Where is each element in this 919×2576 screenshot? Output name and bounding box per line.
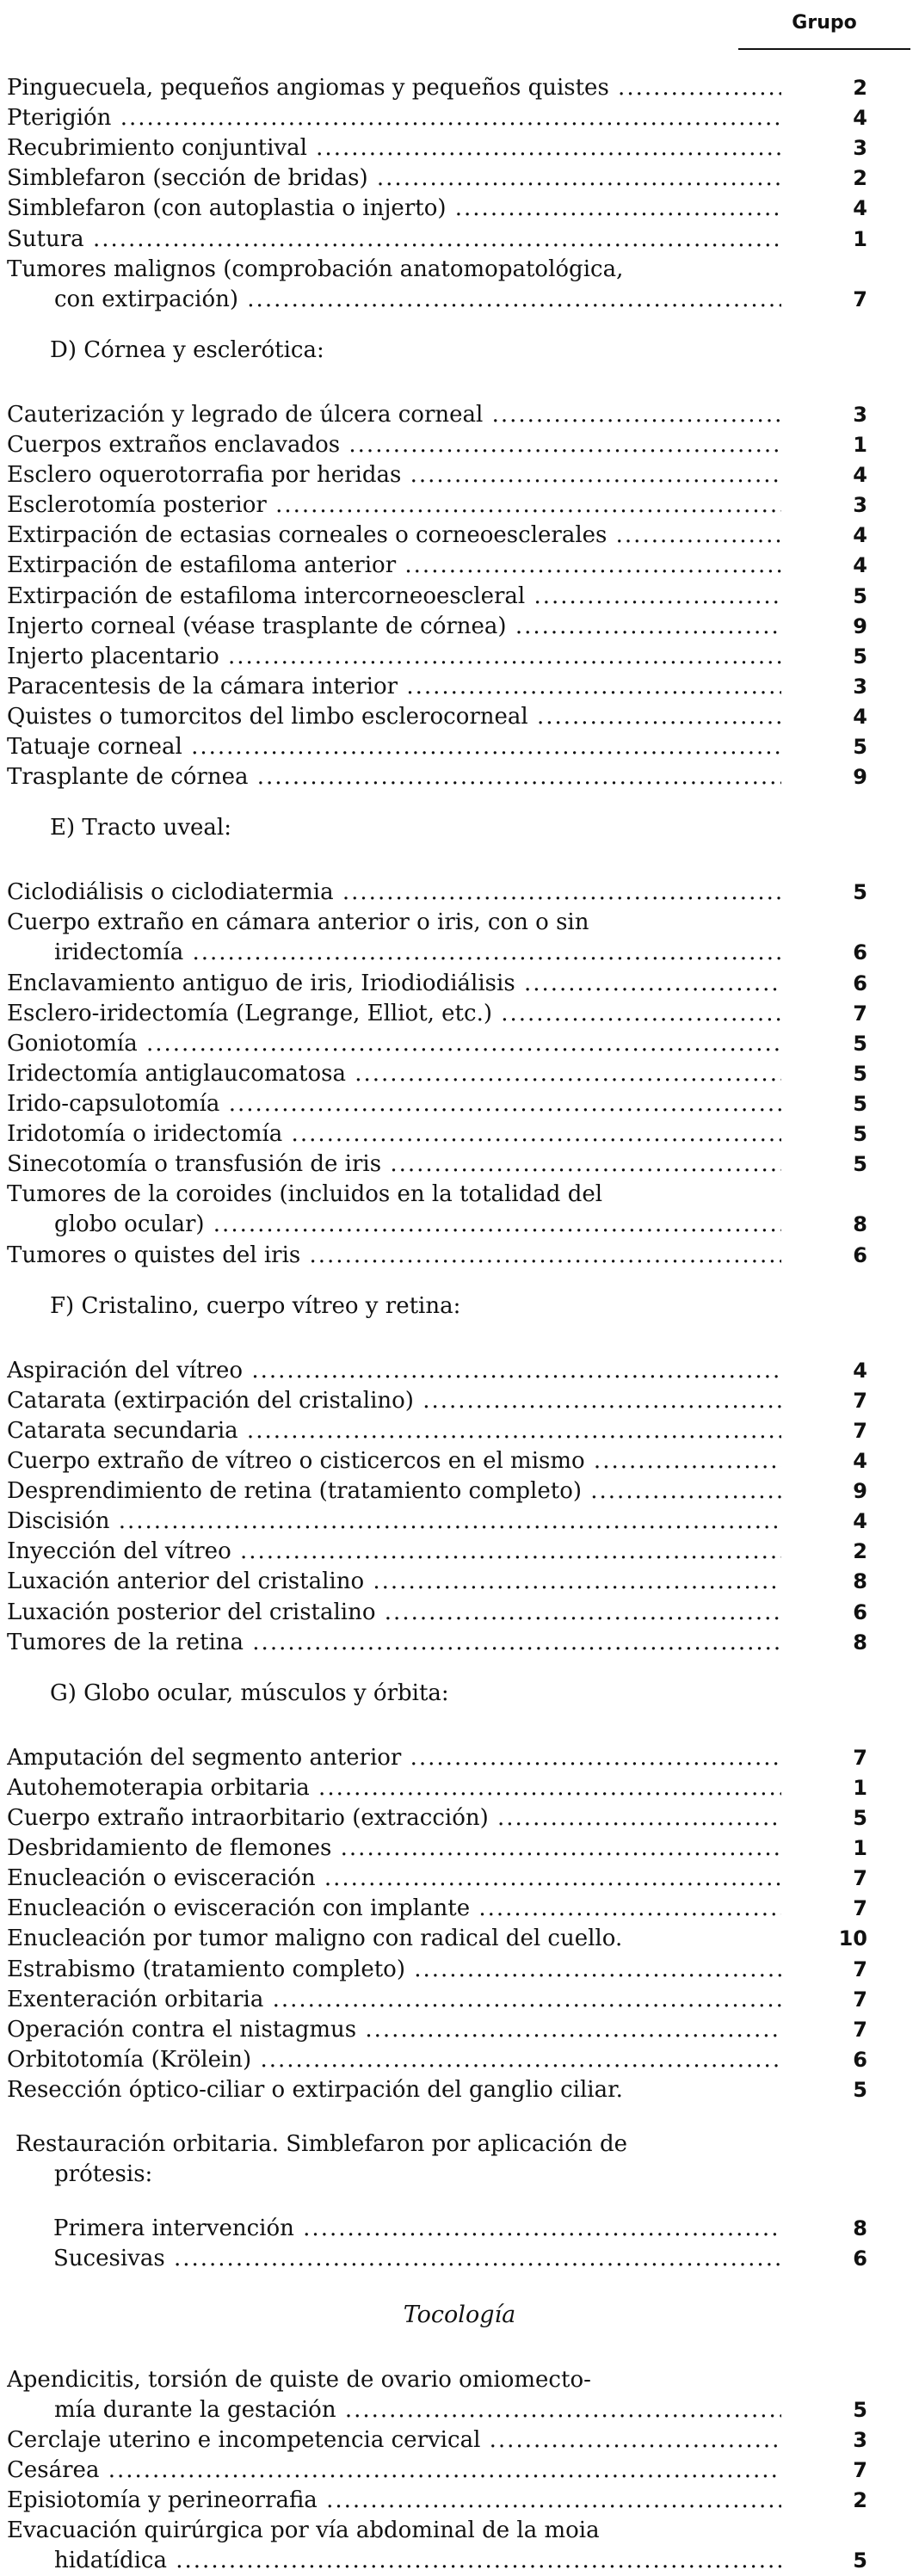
procedure-name-line: Paracentesis de la cámara interior ..... xyxy=(7,672,781,702)
procedure-name-line: Exenteración orbitaria ..... xyxy=(7,1985,781,2015)
procedure-name-line: Cuerpos extraños enclavados ..... xyxy=(7,430,781,460)
procedure-name-line: Recubrimiento conjuntival ..... xyxy=(7,133,781,163)
group-number: 2 xyxy=(853,166,867,191)
procedure-entry xyxy=(0,1864,919,1894)
group-number: 7 xyxy=(853,1001,867,1026)
group-number: 8 xyxy=(853,2216,867,2241)
procedure-name xyxy=(7,521,781,551)
group-number: 2 xyxy=(853,76,867,100)
procedure-name xyxy=(7,702,781,732)
procedure-name-line: Esclero oquerotorrafia por heridas ..... xyxy=(7,460,781,490)
procedure-name-line: Extirpación de estafiloma intercorneoescleral ..... xyxy=(7,582,781,612)
procedure-name-line: Inyección del vítreo ..... xyxy=(7,1537,781,1567)
procedure-name xyxy=(7,612,781,642)
procedure-entry xyxy=(0,672,919,702)
procedure-name xyxy=(7,1149,781,1180)
procedure-entry xyxy=(0,1894,919,1924)
procedure-name xyxy=(7,1180,781,1240)
procedure-entry xyxy=(0,1537,919,1567)
procedure-name xyxy=(53,2214,781,2244)
procedure-name-line: Enucleación por tumor maligno con radical del cuello. xyxy=(7,1926,623,1952)
group-number: 6 xyxy=(853,1599,867,1624)
group-number: 1 xyxy=(853,1775,867,1800)
procedure-entry xyxy=(0,490,919,521)
procedure-name xyxy=(7,430,781,460)
procedure-name xyxy=(7,878,781,908)
procedure-name-line: Irido-capsulotomía ..... xyxy=(7,1089,781,1119)
procedure-name-line: Injerto placentario ..... xyxy=(7,642,781,672)
procedure-name xyxy=(7,1059,781,1089)
procedure-name-line: Primera intervención ..... xyxy=(53,2214,781,2244)
procedure-name xyxy=(7,1089,781,1119)
section-title: G) Globo ocular, músculos y órbita: xyxy=(50,1679,449,1706)
procedure-entry xyxy=(0,103,919,133)
procedure-name xyxy=(7,1833,781,1864)
procedure-name xyxy=(7,1446,781,1476)
procedure-name xyxy=(7,2425,781,2456)
procedure-entry xyxy=(0,1803,919,1833)
procedure-entry xyxy=(0,1386,919,1416)
group-number: 4 xyxy=(853,704,867,729)
procedure-entry xyxy=(0,1567,919,1597)
procedure-name-line: Cuerpo extraño intraorbitario (extracción) ..... xyxy=(7,1803,781,1833)
group-number: 3 xyxy=(853,674,867,699)
procedure-entry xyxy=(0,2214,919,2244)
procedure-name-line: Iridectomía antiglaucomatosa ..... xyxy=(7,1059,781,1089)
procedure-name xyxy=(7,762,781,792)
procedure-entry xyxy=(0,1507,919,1537)
procedure-name-line: Ciclodiálisis o ciclodiatermia ..... xyxy=(7,878,781,908)
group-number: 4 xyxy=(853,196,867,221)
group-number: 6 xyxy=(853,2246,867,2271)
procedure-entry xyxy=(0,73,919,103)
procedure-name-line: Catarata secundaria ..... xyxy=(7,1416,781,1446)
procedure-entry xyxy=(0,225,919,255)
procedure-name xyxy=(7,1507,781,1537)
procedure-name xyxy=(7,73,781,103)
procedure-entry xyxy=(0,163,919,194)
procedure-name xyxy=(7,2456,781,2486)
group-number: 7 xyxy=(853,1388,867,1413)
group-number: 4 xyxy=(853,1449,867,1473)
procedure-name-line: hidatídica ..... xyxy=(7,2546,781,2576)
section-title: E) Tracto uveal: xyxy=(50,815,231,841)
procedure-name xyxy=(7,1628,781,1658)
group-number: 5 xyxy=(853,644,867,669)
paragraph-line: prótesis: xyxy=(54,2161,153,2187)
procedure-name-line: Extirpación de estafiloma anterior ..... xyxy=(7,551,781,581)
procedure-name-line: Apendicitis, torsión de quiste de ovario omiomecto- xyxy=(7,2366,591,2393)
group-number: 9 xyxy=(853,765,867,790)
group-number: 8 xyxy=(853,1630,867,1655)
group-number: 3 xyxy=(853,493,867,518)
procedure-entry xyxy=(0,732,919,762)
procedure-name xyxy=(7,672,781,702)
procedure-name-line: Sucesivas ..... xyxy=(53,2244,781,2274)
group-number: 5 xyxy=(853,735,867,759)
group-number: 5 xyxy=(853,1031,867,1056)
procedure-name-line: Tumores o quistes del iris ..... xyxy=(7,1241,781,1271)
procedure-name-line: mía durante la gestación ..... xyxy=(7,2395,781,2425)
procedure-name-line: Aspiración del vítreo ..... xyxy=(7,1356,781,1386)
procedure-name-line: Injerto corneal (véase trasplante de córnea) ..... xyxy=(7,612,781,642)
procedure-name xyxy=(7,490,781,521)
procedure-name-line: Resección óptico-ciliar o extirpación del ganglio ciliar. xyxy=(7,2076,623,2103)
procedure-name xyxy=(7,163,781,194)
group-number: 2 xyxy=(853,1539,867,1564)
procedure-name xyxy=(7,908,781,968)
group-number: 6 xyxy=(853,940,867,965)
procedure-name-line: Tatuaje corneal ..... xyxy=(7,732,781,762)
group-number: 6 xyxy=(853,1242,867,1267)
procedure-entry xyxy=(0,1089,919,1119)
procedure-name xyxy=(7,1894,781,1924)
procedure-name xyxy=(7,133,781,163)
group-number: 9 xyxy=(853,1479,867,1504)
procedure-name xyxy=(7,460,781,490)
procedure-name xyxy=(7,103,781,133)
procedure-name xyxy=(7,1924,781,1954)
procedure-entry xyxy=(0,1416,919,1446)
procedure-name xyxy=(7,1416,781,1446)
procedure-entry xyxy=(0,908,919,968)
procedure-name xyxy=(7,225,781,255)
procedure-name xyxy=(7,1476,781,1507)
procedure-name-line: Operación contra el nistagmus ..... xyxy=(7,2015,781,2045)
procedure-name-line: Cauterización y legrado de úlcera corneal ..... xyxy=(7,400,781,430)
procedure-entry xyxy=(0,1029,919,1059)
procedure-entry xyxy=(0,430,919,460)
group-number: 8 xyxy=(853,1212,867,1237)
procedure-name xyxy=(7,1598,781,1628)
procedure-name xyxy=(7,969,781,999)
procedure-name-line: Discisión ..... xyxy=(7,1507,781,1537)
procedure-name-line: Cesárea ..... xyxy=(7,2456,781,2486)
procedure-name xyxy=(7,999,781,1029)
group-number: 4 xyxy=(853,523,867,548)
procedure-name-line: Trasplante de córnea ..... xyxy=(7,762,781,792)
procedure-entry xyxy=(0,1476,919,1507)
procedure-name xyxy=(7,1119,781,1149)
procedure-name-line: Simblefaron (sección de bridas) ..... xyxy=(7,163,781,194)
procedure-entry xyxy=(0,2456,919,2486)
procedure-entry xyxy=(0,999,919,1029)
group-number: 4 xyxy=(853,463,867,488)
procedure-entry xyxy=(0,2486,919,2516)
procedure-entry xyxy=(0,2244,919,2274)
paragraph-line: Restauración orbitaria. Simblefaron por aplicación de xyxy=(15,2131,627,2157)
group-number: 9 xyxy=(853,613,867,638)
procedure-entry xyxy=(0,1598,919,1628)
procedure-name xyxy=(7,1985,781,2015)
procedure-name xyxy=(53,2244,781,2274)
procedure-name-line: Pinguecuela, pequeños angiomas y pequeños quistes ..... xyxy=(7,73,781,103)
procedure-entry xyxy=(0,1924,919,1954)
procedure-name xyxy=(7,1773,781,1803)
procedure-entry xyxy=(0,2045,919,2075)
procedure-name-line: iridectomía ..... xyxy=(7,938,781,968)
procedure-entry xyxy=(0,2365,919,2425)
procedure-name-line: Luxación posterior del cristalino ..... xyxy=(7,1598,781,1628)
procedure-entry xyxy=(0,551,919,581)
procedure-name-line: Enclavamiento antiguo de iris, Iriodiodiálisis ..... xyxy=(7,969,781,999)
procedure-entry xyxy=(0,1059,919,1089)
group-number: 7 xyxy=(853,1745,867,1770)
group-number: 1 xyxy=(853,1836,867,1861)
procedure-name xyxy=(7,1955,781,1985)
group-number: 4 xyxy=(853,106,867,131)
procedure-name-line: Autohemoterapia orbitaria ..... xyxy=(7,1773,781,1803)
group-number: 2 xyxy=(853,2487,867,2512)
procedure-name-line: con extirpación) ..... xyxy=(7,285,781,315)
procedure-name xyxy=(7,255,781,315)
procedure-entry xyxy=(0,762,919,792)
group-number: 6 xyxy=(853,971,867,995)
procedure-name xyxy=(7,551,781,581)
procedure-entry xyxy=(0,460,919,490)
procedure-name-line: Cuerpo extraño de vítreo o cisticercos en el mismo ..... xyxy=(7,1446,781,1476)
procedure-name xyxy=(7,1743,781,1773)
procedure-name-line: Simblefaron (con autoplastia o injerto) ..... xyxy=(7,194,781,224)
procedure-name-line: Tumores malignos (comprobación anatomopatológica, xyxy=(7,256,624,282)
procedure-name xyxy=(7,194,781,224)
procedure-name-line: globo ocular) ..... xyxy=(7,1210,781,1240)
procedure-name-line: Esclero-iridectomía (Legrange, Elliot, etc.) ..... xyxy=(7,999,781,1029)
procedure-name xyxy=(7,2486,781,2516)
group-number: 6 xyxy=(853,2047,867,2072)
procedure-name xyxy=(7,1386,781,1416)
grupo-column-header: Grupo xyxy=(738,9,910,50)
procedure-name-line: Extirpación de ectasias corneales o corneoesclerales ..... xyxy=(7,521,781,551)
procedure-entry xyxy=(0,2516,919,2576)
procedure-name-line: Desprendimiento de retina (tratamiento completo) ..... xyxy=(7,1476,781,1507)
procedure-name-line: Catarata (extirpación del cristalino) ..... xyxy=(7,1386,781,1416)
group-number: 1 xyxy=(853,226,867,251)
procedure-entry xyxy=(0,1446,919,1476)
group-number: 7 xyxy=(853,1866,867,1891)
procedure-name xyxy=(7,1029,781,1059)
procedure-name-line: Goniotomía ..... xyxy=(7,1029,781,1059)
procedure-entry xyxy=(0,582,919,612)
group-number: 7 xyxy=(853,287,867,311)
group-number: 7 xyxy=(853,2017,867,2042)
procedure-name-line: Cerclaje uterino e incompetencia cervical ..... xyxy=(7,2425,781,2456)
procedure-name-line: Estrabismo (tratamiento completo) ..... xyxy=(7,1955,781,1985)
group-number: 4 xyxy=(853,553,867,578)
procedure-name xyxy=(7,1567,781,1597)
group-number: 5 xyxy=(853,2077,867,2102)
procedure-name-line: Evacuación quirúrgica por vía abdominal de la moia xyxy=(7,2517,600,2543)
group-number: 5 xyxy=(853,880,867,905)
section-title-tocologia: Tocología xyxy=(403,2302,516,2329)
procedure-name-line: Enucleación o evisceración ..... xyxy=(7,1864,781,1894)
procedure-name xyxy=(7,2365,781,2425)
group-number: 3 xyxy=(853,136,867,161)
procedure-name-line: Amputación del segmento anterior ..... xyxy=(7,1743,781,1773)
group-number: 3 xyxy=(853,402,867,427)
procedure-name-line: Cuerpo extraño en cámara anterior o iris, con o sin xyxy=(7,909,589,936)
procedure-name xyxy=(7,1241,781,1271)
procedure-entry xyxy=(0,878,919,908)
procedure-entry xyxy=(0,255,919,315)
procedure-name xyxy=(7,2015,781,2045)
procedure-entry xyxy=(0,2425,919,2456)
group-number: 5 xyxy=(853,1122,867,1147)
procedure-entry xyxy=(0,702,919,732)
procedure-entry xyxy=(0,1833,919,1864)
group-number: 7 xyxy=(853,1896,867,1921)
procedure-name xyxy=(7,1803,781,1833)
procedure-name-line: Episiotomía y perineorrafia ..... xyxy=(7,2486,781,2516)
procedure-name-line: Desbridamiento de flemones ..... xyxy=(7,1833,781,1864)
procedure-entry xyxy=(0,1773,919,1803)
group-number: 5 xyxy=(853,1092,867,1116)
procedure-entry xyxy=(0,1955,919,1985)
section-paragraph xyxy=(15,2129,790,2190)
procedure-entry xyxy=(0,400,919,430)
procedure-entry xyxy=(0,521,919,551)
procedure-entry xyxy=(0,612,919,642)
group-number: 8 xyxy=(853,1569,867,1594)
group-number: 5 xyxy=(853,1806,867,1830)
group-number: 5 xyxy=(853,1061,867,1086)
procedure-name-line: Tumores de la coroides (incluidos en la totalidad del xyxy=(7,1181,603,1208)
procedure-name-line: Sutura ..... xyxy=(7,225,781,255)
group-number: 5 xyxy=(853,583,867,608)
procedure-name xyxy=(7,642,781,672)
group-number: 4 xyxy=(853,1358,867,1383)
procedure-entry xyxy=(0,969,919,999)
procedure-name xyxy=(7,400,781,430)
procedure-name-line: Luxación anterior del cristalino ..... xyxy=(7,1567,781,1597)
procedure-entry xyxy=(0,1628,919,1658)
procedure-name xyxy=(7,2045,781,2075)
procedure-name-line: Esclerotomía posterior ..... xyxy=(7,490,781,521)
procedure-entry xyxy=(0,1119,919,1149)
procedure-name-line: Enucleación o evisceración con implante ..... xyxy=(7,1894,781,1924)
procedure-entry xyxy=(0,194,919,224)
procedure-entry xyxy=(0,1180,919,1240)
procedure-name-line: Tumores de la retina ..... xyxy=(7,1628,781,1658)
procedure-name xyxy=(7,2516,781,2576)
procedure-entry xyxy=(0,133,919,163)
group-number: 7 xyxy=(853,1418,867,1443)
group-number: 10 xyxy=(838,1926,867,1951)
procedure-name xyxy=(7,1864,781,1894)
procedure-entry xyxy=(0,1743,919,1773)
procedure-entry xyxy=(0,1241,919,1271)
procedure-entry xyxy=(0,1149,919,1180)
procedure-entry xyxy=(0,2075,919,2105)
section-title: F) Cristalino, cuerpo vítreo y retina: xyxy=(50,1292,461,1319)
group-number: 4 xyxy=(853,1509,867,1534)
group-number: 7 xyxy=(853,1957,867,1981)
procedure-name xyxy=(7,732,781,762)
procedure-name xyxy=(7,582,781,612)
group-number: 3 xyxy=(853,2427,867,2452)
procedure-name xyxy=(7,1537,781,1567)
procedure-name xyxy=(7,2075,781,2105)
procedure-entry xyxy=(0,1356,919,1386)
procedure-name xyxy=(7,1356,781,1386)
procedure-name-line: Sinecotomía o transfusión de iris ..... xyxy=(7,1149,781,1180)
group-number: 7 xyxy=(853,2457,867,2482)
group-number: 7 xyxy=(853,1987,867,2012)
group-number: 5 xyxy=(853,2548,867,2573)
group-number: 5 xyxy=(853,1152,867,1177)
procedure-name-line: Pterigión ..... xyxy=(7,103,781,133)
section-title: D) Córnea y esclerótica: xyxy=(50,336,324,363)
group-number: 5 xyxy=(853,2397,867,2422)
procedure-entry xyxy=(0,2015,919,2045)
procedure-name-line: Iridotomía o iridectomía ..... xyxy=(7,1119,781,1149)
procedure-name-line: Orbitotomía (Krölein) ..... xyxy=(7,2045,781,2075)
procedure-entry xyxy=(0,1985,919,2015)
group-number: 1 xyxy=(853,433,867,457)
procedure-entry xyxy=(0,642,919,672)
procedure-name-line: Quistes o tumorcitos del limbo esclerocorneal ..... xyxy=(7,702,781,732)
